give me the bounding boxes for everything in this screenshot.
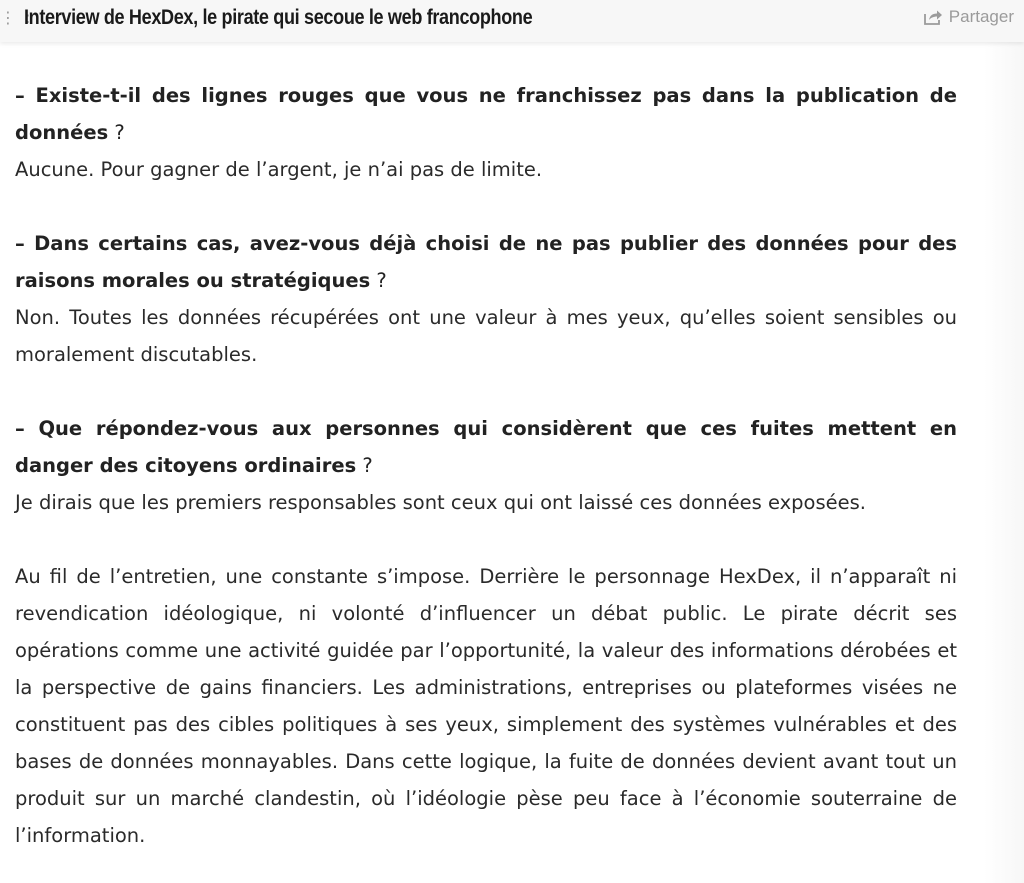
answer: Je dirais que les premiers responsables sont ceux qui ont laissé ces données exposées.	[15, 491, 866, 514]
question	[15, 225, 957, 299]
question-text: – Que répondez-vous aux personnes qui considèrent que ces fuites mettent en danger des citoyens ordinaires	[15, 417, 957, 477]
scroll-edge-shade	[984, 42, 1024, 883]
share-button[interactable]	[923, 6, 1014, 28]
answer: Aucune. Pour gagner de l’argent, je n’ai pas de limite.	[15, 158, 543, 181]
page-title: Interview de HexDex, le pirate qui secoue le web francophone	[24, 6, 533, 29]
top-bar	[0, 0, 1024, 42]
article-body	[15, 77, 957, 854]
qa-block	[15, 77, 957, 188]
qa-block	[15, 410, 957, 521]
share-label: Partager	[948, 7, 1014, 26]
question	[15, 77, 957, 151]
menu-icon[interactable]: ⋮ :	[0, 8, 33, 27]
question	[15, 410, 957, 484]
share-icon	[923, 8, 943, 26]
question-text: – Dans certains cas, avez-vous déjà choisi de ne pas publier des données pour des raisons morales ou stratégiques	[15, 232, 957, 292]
qa-block	[15, 225, 957, 373]
question-mark: ?	[108, 121, 125, 144]
question-mark: ?	[370, 269, 387, 292]
question-text: – Existe-t-il des lignes rouges que vous ne franchissez pas dans la publication de données	[15, 84, 957, 144]
question-mark: ?	[356, 454, 373, 477]
answer: Non. Toutes les données récupérées ont une valeur à mes yeux, qu’elles soient sensibles ou moralement discutables.	[15, 306, 957, 366]
closing-paragraph: Au fil de l’entretien, une constante s’impose. Derrière le personnage HexDex, il n’apparaît ni revendication idéologique, ni volonté d’influencer un débat public. Le pirate décrit ses opérations comme une activité guidée par l’opportunité, la valeur des informations dérobées et la perspective de gains financiers. Les administrations, entreprises ou plateformes visées ne constituent pas des cibles politiques à ses yeux, simplement des systèmes vulnérables et des bases de données monnayables. Dans cette logique, la fuite de données devient avant tout un produit sur un marché clandestin, où l’idéologie pèse peu face à l’économie souterraine de l’information.	[15, 565, 957, 847]
